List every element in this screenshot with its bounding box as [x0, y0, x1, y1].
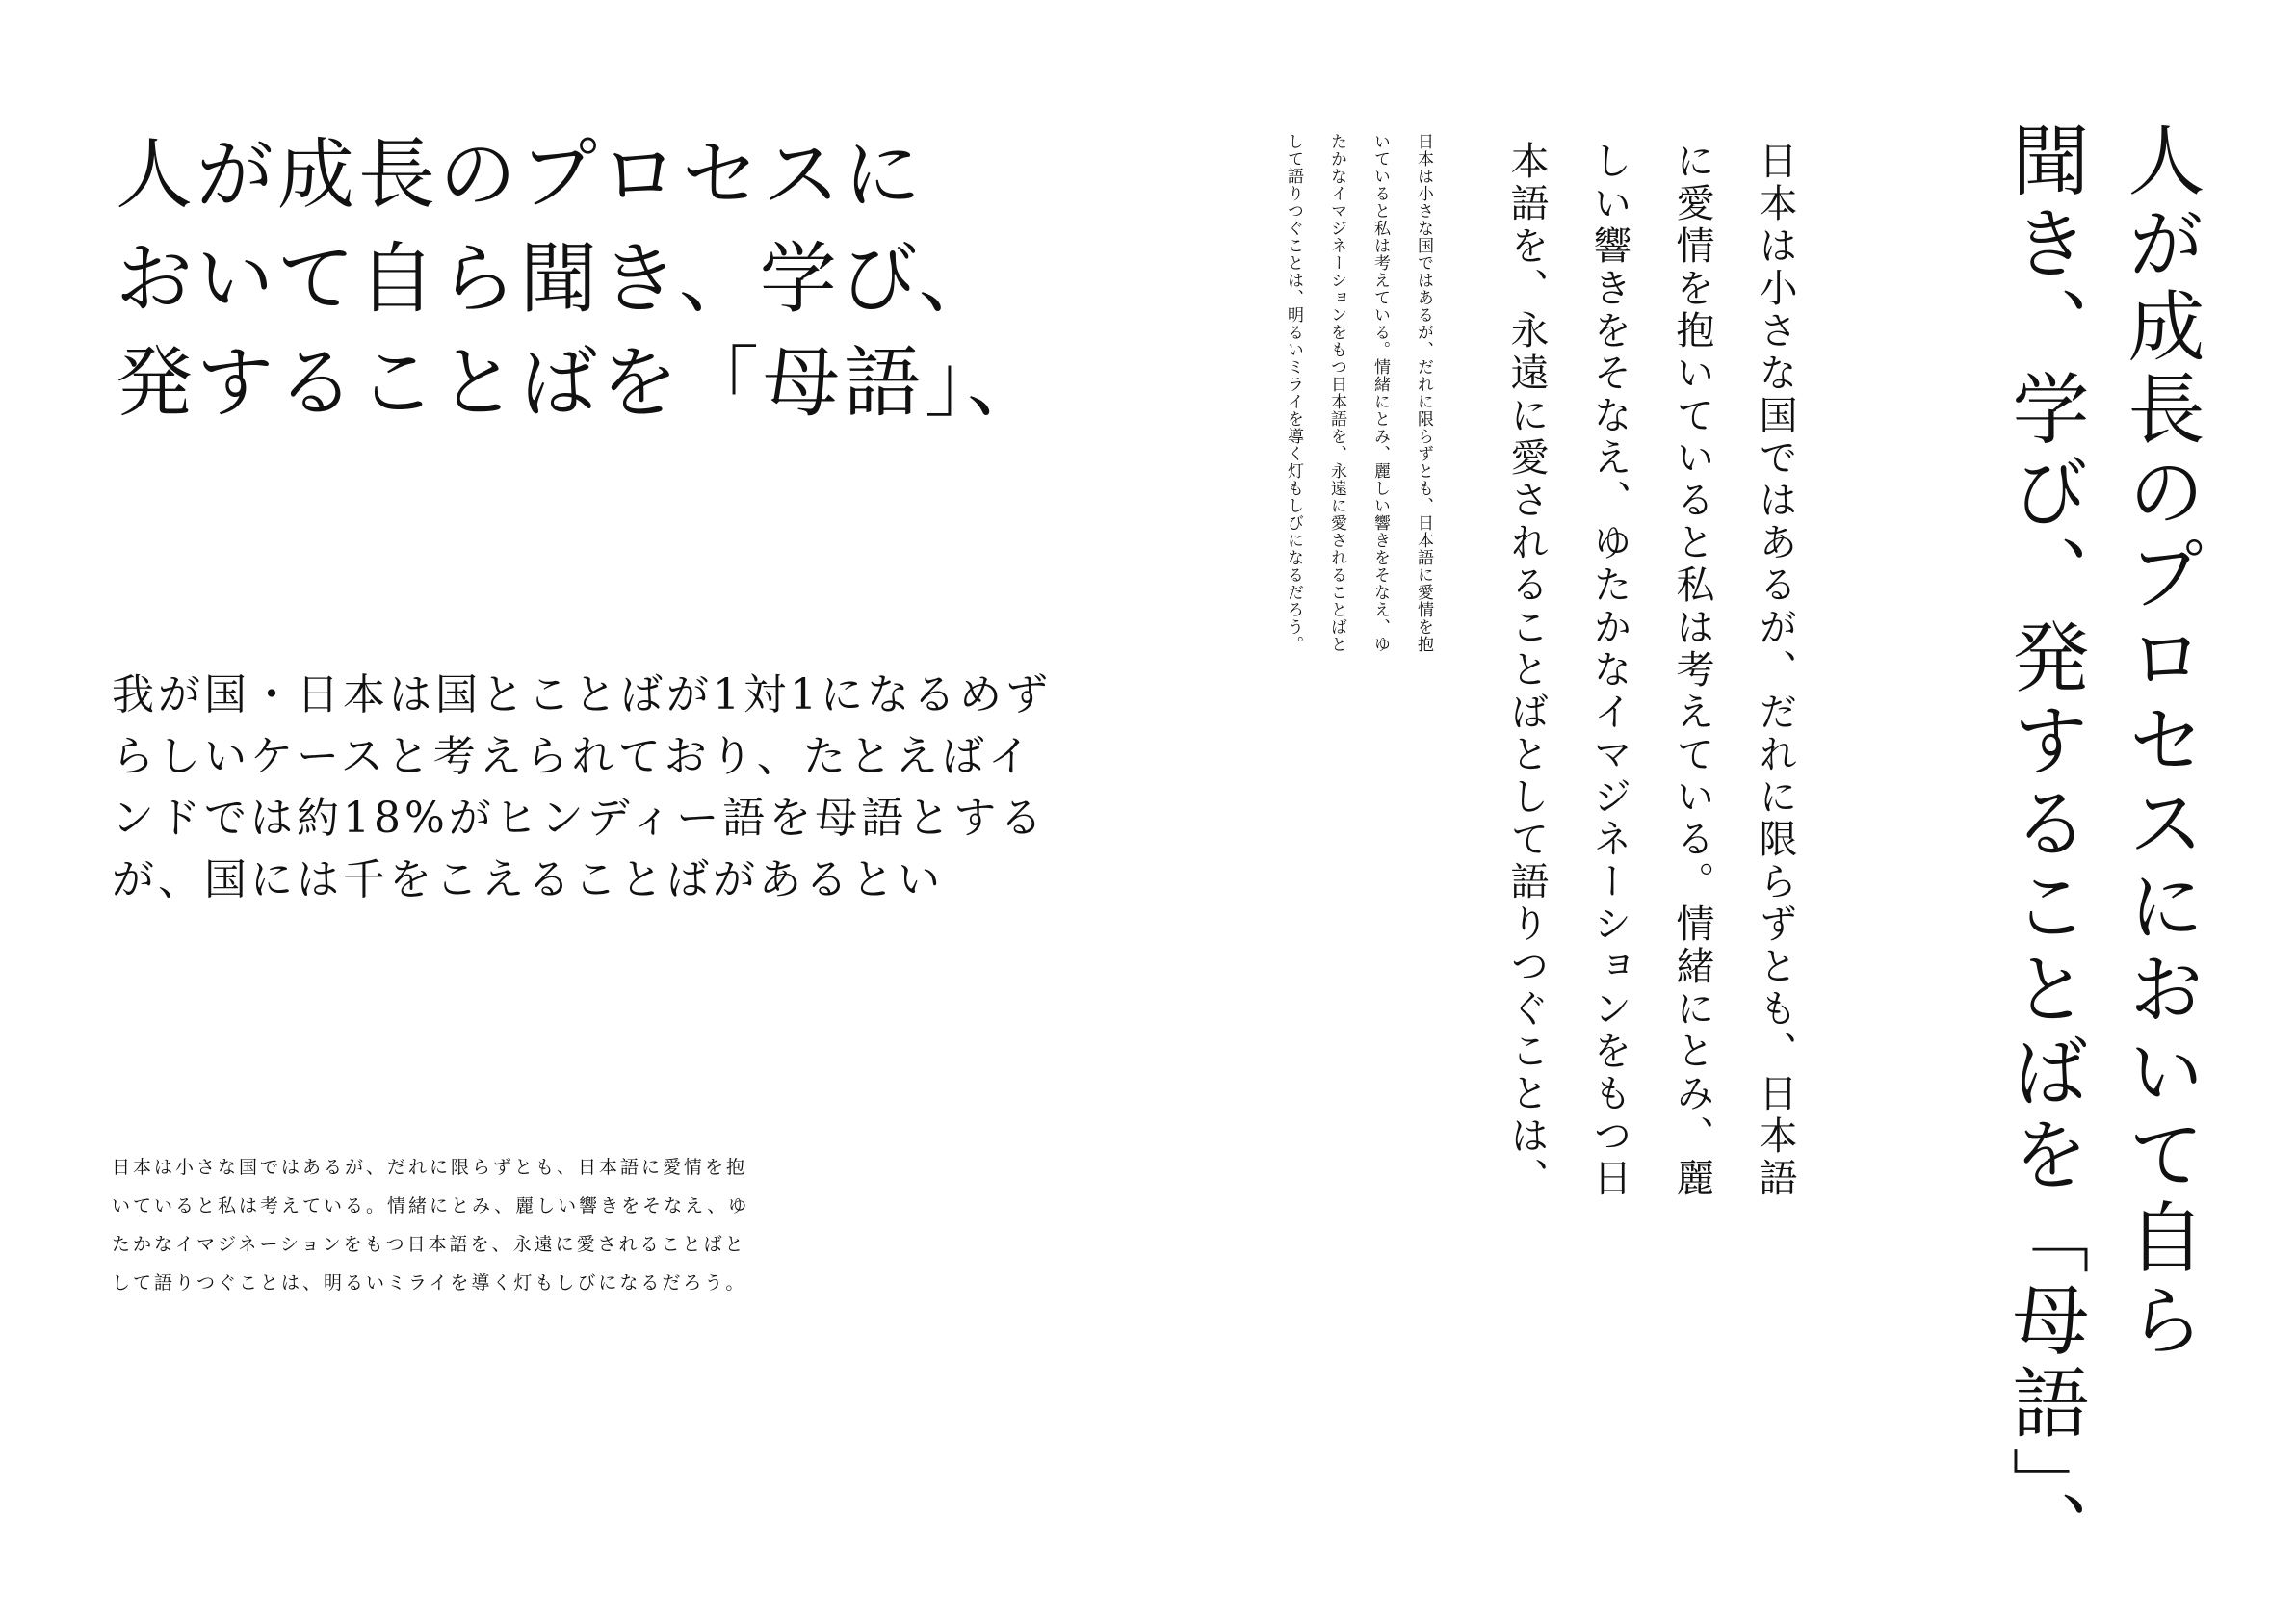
vertical-small-column: たかなイマジネーションをもつ日本語を、永遠に愛されることばと: [1327, 133, 1346, 653]
vertical-heading-column: 人が成長のプロセスにおいて自ら: [2115, 120, 2205, 1363]
vertical-heading: [1986, 120, 2217, 1573]
vertical-small-text: [1271, 133, 1445, 653]
vertical-small-column: して語りつぐことは、明るいミライを導く灯もしびになるだろう。: [1284, 133, 1303, 653]
vertical-body-column: 日本は小さな国ではあるが、だれに限らずとも、日本語: [1753, 141, 1797, 1200]
vertical-heading-column: 聞き、学び、発することばを「母語」、: [1999, 120, 2089, 1573]
vertical-body-text: [1485, 141, 1816, 1200]
horizontal-body-text: [112, 665, 1052, 911]
horizontal-heading: [116, 123, 1048, 435]
horizontal-body-line: ンドでは約18%がヒンディー語を母語とする: [112, 794, 1047, 843]
horizontal-body-line: らしいケースと考えられており、たとえばイ: [112, 732, 1034, 781]
vertical-small-column: いていると私は考えている。情緒にとみ、麗しい響きをそなえ、ゆ: [1370, 133, 1390, 653]
vertical-body-column: に愛情を抱いていると私は考えている。情緒にとみ、麗: [1670, 141, 1714, 1200]
horizontal-heading-line: 発することばを「母語」、: [116, 338, 1048, 428]
horizontal-body-line: 我が国・日本は国とことばが1対1になるめず: [112, 670, 1052, 719]
horizontal-small-line: 日本は小さな国ではあるが、だれに限らずとも、日本語に愛情を抱: [112, 1157, 748, 1178]
vertical-body-column: 本語を、永遠に愛されることばとして語りつぐことは、: [1504, 141, 1549, 1200]
horizontal-small-line: して語りつぐことは、明るいミライを導く灯もしびになるだろう。: [112, 1272, 747, 1294]
horizontal-small-text: [112, 1148, 749, 1302]
vertical-small-column: 日本は小さな国ではあるが、だれに限らずとも、日本語に愛情を抱: [1414, 133, 1433, 653]
vertical-body-column: しい響きをそなえ、ゆたかなイマジネーションをもつ日: [1587, 141, 1631, 1200]
horizontal-small-line: たかなイマジネーションをもつ日本語を、永遠に愛されることばと: [112, 1234, 746, 1255]
horizontal-small-line: いていると私は考えている。情緒にとみ、麗しい響きをそなえ、ゆ: [112, 1195, 750, 1216]
horizontal-heading-line: 人が成長のプロセスに: [116, 130, 925, 220]
horizontal-heading-line: おいて自ら聞き、学び、: [116, 234, 1000, 324]
horizontal-body-line: が、国には千をこえることばがあるとい: [112, 855, 944, 904]
